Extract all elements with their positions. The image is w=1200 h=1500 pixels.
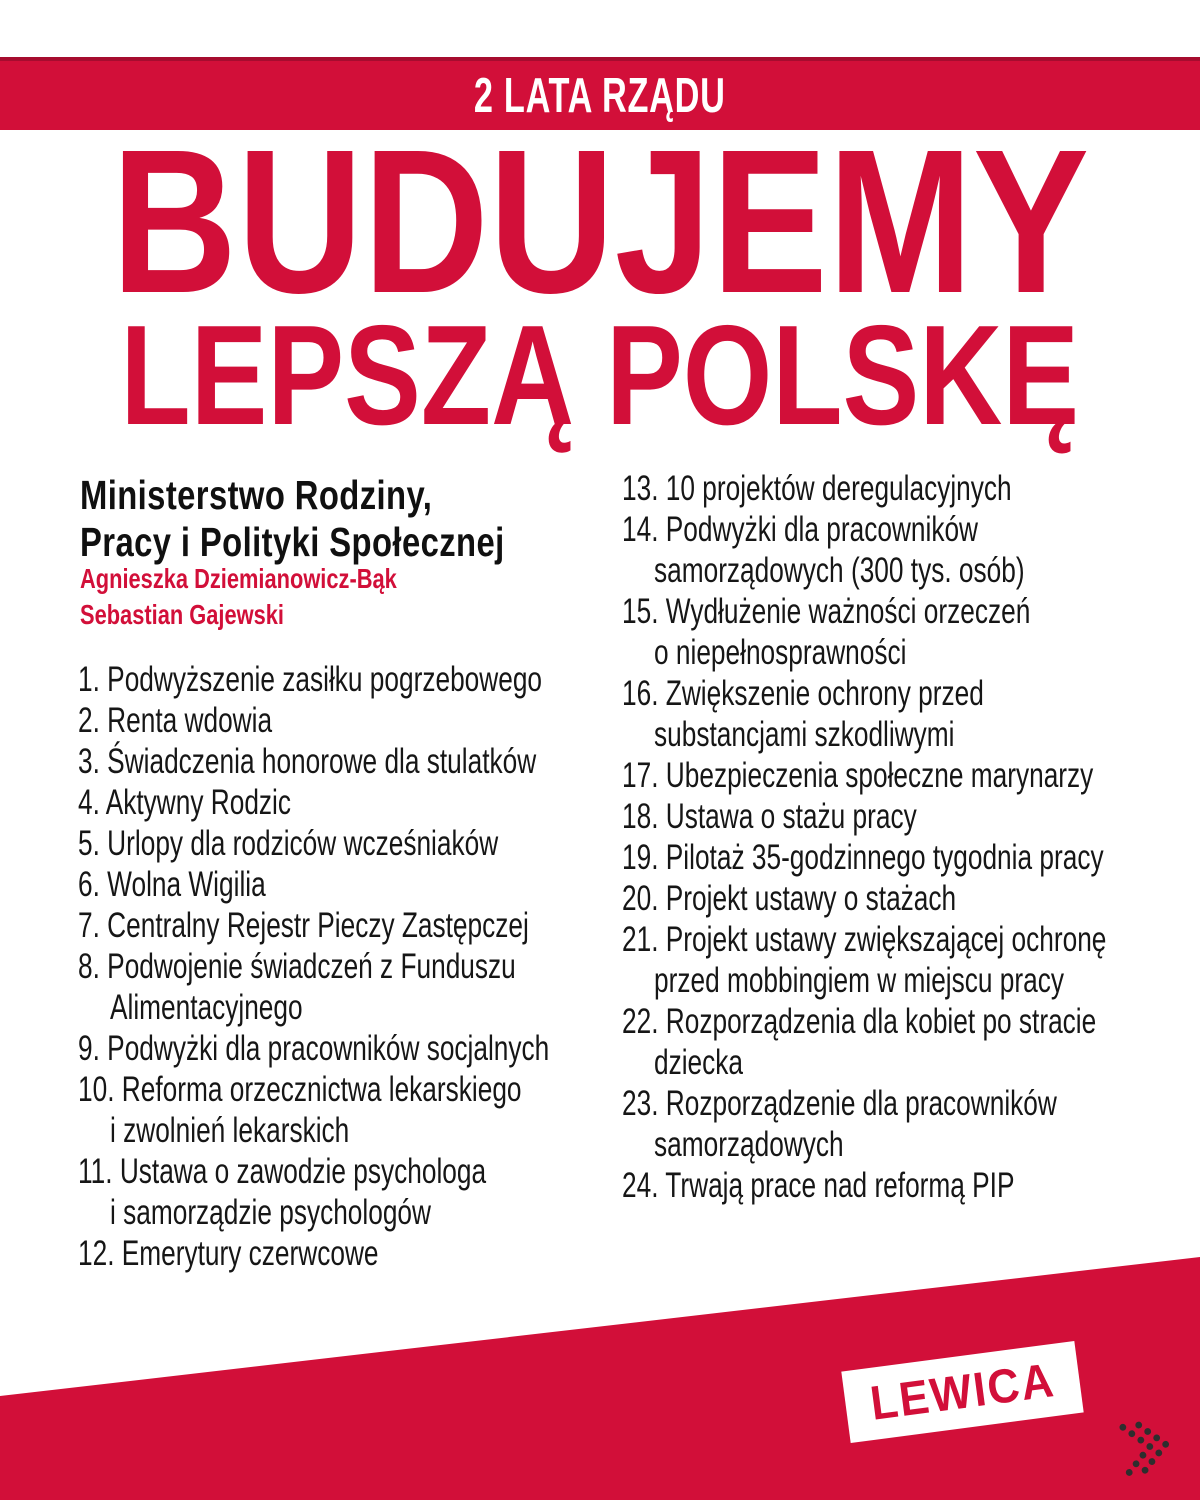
achievement-item-text: 8. Podwojenie świadczeń z Funduszu [78, 947, 516, 986]
minister-name-text: Sebastian Gajewski [80, 598, 284, 630]
achievement-item-continuation [622, 1124, 1200, 1165]
achievement-item [78, 741, 706, 782]
main-title-line2-text: LEPSZĄ POLSKĘ [120, 296, 1080, 455]
achievement-item-text: 23. Rozporządzenie dla pracowników [622, 1084, 1057, 1123]
ministers-names [80, 561, 486, 632]
achievement-item [622, 509, 1200, 550]
achievement-item [622, 468, 1200, 509]
achievement-item-text: Alimentacyjnego [110, 988, 303, 1027]
achievement-item-text: dziecka [654, 1043, 744, 1082]
achievement-item-text: 4. Aktywny Rodzic [78, 783, 291, 822]
achievement-item-continuation [622, 550, 1200, 591]
minister-name [80, 561, 486, 597]
achievement-item-text: 3. Świadczenia honorowe dla stulatków [78, 742, 537, 781]
achievement-item-text: przed mobbingiem w miejscu pracy [654, 961, 1064, 1000]
achievement-item [78, 1233, 706, 1274]
achievement-item [622, 591, 1200, 632]
ministry-heading-line1-text: Ministerstwo Rodziny, [80, 472, 433, 518]
achievement-item-text: 12. Emerytury czerwcowe [78, 1234, 379, 1273]
achievement-item [78, 659, 706, 700]
achievement-item [622, 1001, 1200, 1042]
ministry-heading-line2 [80, 519, 611, 566]
achievement-item-text: 24. Trwają prace nad reformą PIP [622, 1166, 1015, 1205]
ministry-heading-line1 [80, 472, 611, 519]
ministry-heading [80, 472, 611, 566]
achievement-item [622, 1083, 1200, 1124]
achievement-item-text: 22. Rozporządzenia dla kobiet po stracie [622, 1002, 1097, 1041]
achievement-item-text: samorządowych [654, 1125, 844, 1164]
achievement-item [78, 1151, 706, 1192]
achievement-item-text: 19. Pilotaż 35-godzinnego tygodnia pracy [622, 838, 1104, 877]
achievement-item [622, 837, 1200, 878]
achievement-item-text: i samorządzie psychologów [110, 1193, 431, 1232]
banner-label: 2 LATA RZĄDU [474, 68, 726, 123]
achievement-item-text: i zwolnień lekarskich [110, 1111, 350, 1150]
achievement-item-continuation [622, 632, 1200, 673]
achievement-item-text: 10. Reforma orzecznictwa lekarskiego [78, 1070, 522, 1109]
main-title-line1-text: BUDUJEMY [111, 107, 1089, 336]
achievement-item [622, 919, 1200, 960]
minister-name [80, 597, 486, 633]
achievement-item-text: samorządowych (300 tys. osób) [654, 551, 1025, 590]
achievement-item-text: 20. Projekt ustawy o stażach [622, 879, 957, 918]
achievement-item [622, 673, 1200, 714]
achievement-item [78, 905, 706, 946]
achievement-item-text: 15. Wydłużenie ważności orzeczeń [622, 592, 1031, 631]
achievement-item-continuation [78, 1192, 706, 1233]
achievement-item [78, 782, 706, 823]
achievement-item-text: 21. Projekt ustawy zwiększającej ochronę [622, 920, 1107, 959]
achievement-item [78, 823, 706, 864]
achievement-item [622, 1165, 1200, 1206]
achievement-item-text: 14. Podwyżki dla pracowników [622, 510, 979, 549]
dotted-double-chevron-right-icon [1118, 1417, 1177, 1480]
achievement-item [78, 946, 706, 987]
achievement-item-text: 1. Podwyższenie zasiłku pogrzebowego [78, 660, 543, 699]
achievement-item [78, 700, 706, 741]
achievement-item-text: 2. Renta wdowia [78, 701, 273, 740]
achievement-item [622, 755, 1200, 796]
achievement-item-text: o niepełnosprawności [654, 633, 907, 672]
achievement-item-text: 17. Ubezpieczenia społeczne marynarzy [622, 756, 1094, 795]
main-title-line1 [0, 107, 1200, 336]
minister-name-text: Agnieszka Dziemianowicz-Bąk [80, 563, 397, 594]
achievement-item [78, 864, 706, 905]
achievements-list-left [78, 659, 706, 1274]
achievement-item-text: 9. Podwyżki dla pracowników socjalnych [78, 1029, 550, 1068]
achievement-item [622, 796, 1200, 837]
main-title-line2 [0, 296, 1200, 455]
ministry-heading-line2-text: Pracy i Polityki Społecznej [80, 519, 505, 565]
achievement-item-text: 11. Ustawa o zawodzie psychologa [78, 1152, 487, 1191]
achievement-item-text: 5. Urlopy dla rodziców wcześniaków [78, 824, 499, 863]
achievement-item-text: 18. Ustawa o stażu pracy [622, 797, 917, 836]
achievement-item-continuation [622, 1042, 1200, 1083]
achievement-item [622, 878, 1200, 919]
achievement-item-text: substancjami szkodliwymi [654, 715, 955, 754]
lewica-logo-text: LEWICA [867, 1353, 1058, 1431]
achievement-item-continuation [78, 1110, 706, 1151]
achievement-item [78, 1069, 706, 1110]
achievement-item-continuation [622, 714, 1200, 755]
achievement-item-continuation [622, 960, 1200, 1001]
achievement-item-continuation [78, 987, 706, 1028]
achievement-item-text: 6. Wolna Wigilia [78, 865, 266, 904]
achievement-item [78, 1028, 706, 1069]
achievement-item-text: 16. Zwiększenie ochrony przed [622, 674, 984, 713]
achievement-item-text: 13. 10 projektów deregulacyjnych [622, 469, 1012, 508]
achievement-item-text: 7. Centralny Rejestr Pieczy Zastępczej [78, 906, 529, 945]
achievements-list-right [622, 468, 1200, 1206]
